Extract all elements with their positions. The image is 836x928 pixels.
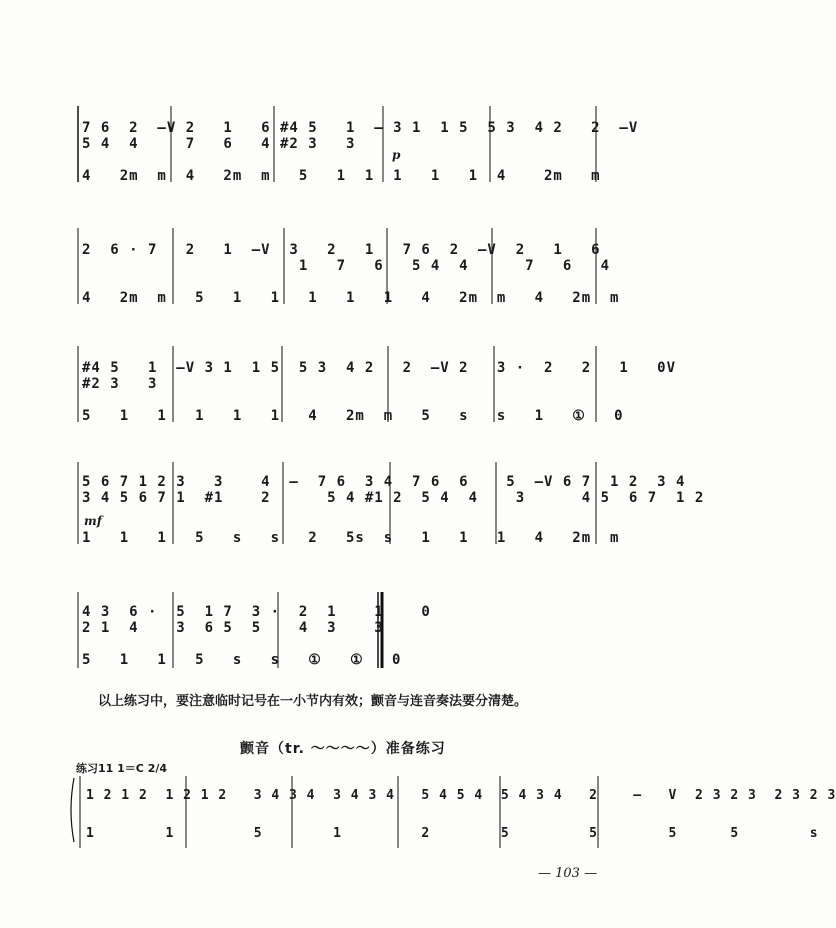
lower-voice: 2 1 4 3 6 5 5 4 3 3 [82,620,384,636]
staff-system-1 [78,100,639,220]
upper-voice: 7 6 2 —V 2 1 6 #4 5 1 — 3 1 1 5 5 3 4 2 2 —V [82,120,639,136]
staff-system-5 [78,586,598,706]
exercise-label: 练习11 1＝C 2/4 [76,762,168,775]
upper-voice: 5 6 7 1 2 3 3 4 — 7 6 3 4 7 6 6 5 —V 6 7 1 2 3 4 [82,474,686,490]
instruction-caption: 以上练习中，要注意临时记号在一小节内有效；颤音与连音奏法要分清楚。 [98,694,528,709]
lower-voice: 5 4 4 7 6 4 #2 3 3 [82,136,356,152]
exercise-upper-voice: 1 2 1 2 1 2 1 2 3 4 3 4 3 4 3 4 5 4 5 4 5 4 3 4 2 — V 2 3 2 3 2 3 2 3 [86,788,836,803]
accompaniment: 4 2m m 5 1 1 1 1 1 4 2m m 4 2m m [82,290,620,306]
exercise-11-system [80,770,836,890]
dynamic-mark: p [392,148,401,162]
lower-voice: 3 4 5 6 7 1 #1 2 5 4 #1 2 5 4 4 3 4 5 6 7 1 2 [82,490,705,506]
staff-lines [78,586,598,686]
accompaniment: 5 1 1 1 1 1 4 2m m 5 s s 1 ① 0 [82,408,624,424]
staff-system-4 [78,456,705,576]
section-title: 颤音（tr. ～～～～）准备练习 [240,741,446,757]
staff-system-2 [78,222,620,342]
staff-lines [80,770,600,860]
dynamic-mark: mf [84,514,102,528]
accompaniment: 1 1 1 5 s s 2 5s s 1 1 1 4 2m m [82,530,620,546]
lower-voice: 1 7 6 5 4 4 7 6 4 [82,258,611,274]
upper-voice: 4 3 6 · 5 1 7 3 · 2 1 1 0 [82,604,431,620]
upper-voice: 2 6 · 7 2 1 —V 3 2 1 7 6 2 —V 2 1 6 [82,242,601,258]
accompaniment: 4 2m m 4 2m m 5 1 1 1 1 1 4 2m m [82,168,601,184]
staff-system-3 [78,340,677,460]
page-number: — 103 — [538,866,598,881]
lower-voice: #2 3 3 [82,376,158,392]
accompaniment: 5 1 1 5 s s ① ① 0 [82,652,402,668]
upper-voice: #4 5 1 —V 3 1 1 5 5 3 4 2 2 —V 2 3 · 2 2 1 0V [82,360,677,376]
exercise-accompaniment: 1 1 5 1 2 5 5 5 5 s [86,826,819,841]
